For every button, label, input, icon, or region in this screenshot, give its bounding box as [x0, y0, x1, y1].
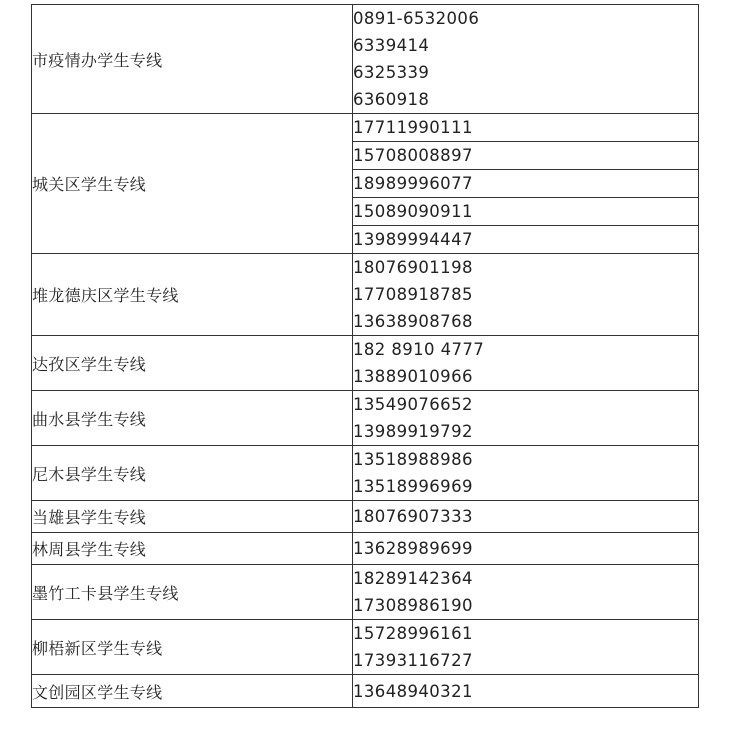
phone-number: 13549076652 — [353, 395, 473, 414]
phone-number: 182 8910 4777 — [353, 340, 485, 359]
phone-cell — [353, 620, 699, 675]
phone-number: 15708008897 — [353, 142, 699, 170]
phone-number: 13628989699 — [353, 533, 699, 565]
phone-number: 13989994447 — [353, 226, 699, 254]
district-label: 市疫情办学生专线 — [32, 5, 353, 114]
phone-number: 13638908768 — [353, 312, 473, 331]
phone-number: 6325339 — [353, 63, 430, 82]
table-row — [32, 565, 699, 620]
table-row — [32, 533, 699, 565]
phone-cell — [353, 446, 699, 501]
phone-number: 17393116727 — [353, 651, 473, 670]
district-label: 尼木县学生专线 — [32, 446, 353, 501]
phone-cell — [353, 5, 699, 114]
table-row — [32, 391, 699, 446]
phone-cell — [353, 565, 699, 620]
district-label: 达孜区学生专线 — [32, 336, 353, 391]
phone-number: 6360918 — [353, 90, 430, 109]
table-row — [32, 620, 699, 675]
phone-number: 13648940321 — [353, 675, 699, 708]
phone-number: 18989996077 — [353, 170, 699, 198]
table-row — [32, 5, 699, 114]
phone-number: 17711990111 — [353, 114, 699, 142]
district-label: 城关区学生专线 — [32, 114, 353, 254]
phone-number: 15089090911 — [353, 198, 699, 226]
table-row — [32, 675, 699, 708]
district-label: 曲水县学生专线 — [32, 391, 353, 446]
phone-cell — [353, 336, 699, 391]
phone-number: 6339414 — [353, 36, 430, 55]
phone-cell — [353, 254, 699, 336]
district-label: 当雄县学生专线 — [32, 501, 353, 533]
phone-number: 0891-6532006 — [353, 9, 480, 28]
phone-cell — [353, 391, 699, 446]
district-label: 柳梧新区学生专线 — [32, 620, 353, 675]
phone-number: 18289142364 — [353, 569, 473, 588]
district-label: 堆龙德庆区学生专线 — [32, 254, 353, 336]
table-row — [32, 254, 699, 336]
district-label: 文创园区学生专线 — [32, 675, 353, 708]
phone-number: 17708918785 — [353, 285, 473, 304]
phone-number: 17308986190 — [353, 596, 473, 615]
phone-number: 13518988986 — [353, 450, 473, 469]
table-row — [32, 501, 699, 533]
table-row — [32, 446, 699, 501]
phone-number: 18076907333 — [353, 501, 699, 533]
district-label: 林周县学生专线 — [32, 533, 353, 565]
district-label: 墨竹工卡县学生专线 — [32, 565, 353, 620]
phone-number: 15728996161 — [353, 624, 473, 643]
phone-number: 13989919792 — [353, 422, 473, 441]
table-row — [32, 114, 699, 142]
phone-number: 13889010966 — [353, 367, 473, 386]
hotline-table — [31, 4, 699, 708]
phone-number: 18076901198 — [353, 258, 473, 277]
phone-number: 13518996969 — [353, 477, 473, 496]
table-row — [32, 336, 699, 391]
